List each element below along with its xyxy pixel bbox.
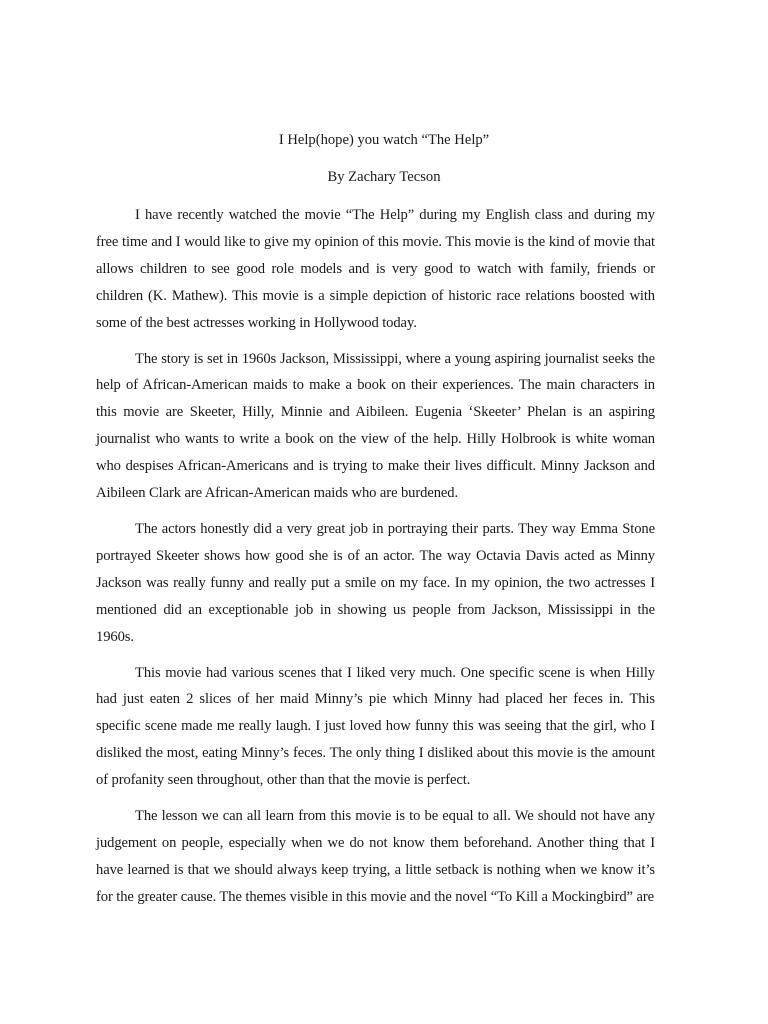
paragraph-1: I have recently watched the movie “The Help” during my English class and during my free time and I would like to give my opinion of this movie. This movie is the kind of movie that allows children to see good role models and is very good to watch with family, friends or children (K. Mathew). This movie is a simple depiction of historic race relations boosted with some of the best actresses working in Hollywood today. [96,207,655,331]
paragraph-3: The actors honestly did a very great job in portraying their parts. They way Emma Stone portrayed Skeeter shows how good she is of an actor. The way Octavia Davis acted as Minny Jackson was really funny and really put a smile on my face. In my opinion, the two actresses I mentioned did an exceptionable job in showing us people from Jackson, Mississippi in the 1960s. [96,520,655,645]
paragraph-2: The story is set in 1960s Jackson, Mississippi, where a young aspiring journalist seeks the help of African-American maids to make a book on their experiences. The main characters in this movie are Skeeter, Hilly, Minnie and Aibileen. Eugenia ‘Skeeter’ Phelan is an aspiring journalist who wants to write a book on the view of the help. Hilly Holbrook is white woman who despises African-Americans and is trying to make their lives difficult. Minny Jackson and Aibileen Clark are African-American maids who are burdened. [96,350,655,502]
document-author: By Zachary Tecson [327,169,441,185]
document-title: I Help(hope) you watch “The Help” [278,132,490,148]
document-body [96,202,655,920]
paragraph-5: The lesson we can all learn from this movie is to be equal to all. We should not have any judgement on people, especially when we do not know them beforehand. Another thing that I have learned is that we should always keep trying, a little setback is nothing when we know it’s for the greater cause. The themes visible in this movie and the novel “To Kill a Mockingbird” are [96,808,655,905]
paragraph-4: This movie had various scenes that I liked very much. One specific scene is when Hilly had just eaten 2 slices of her maid Minny’s pie which Minny had placed her feces in. This specific scene made me really laugh. I just loved how funny this was seeing that the girl, who I disliked the most, eating Minny’s feces. The only thing I disliked about this movie is the amount of profanity seen throughout, other than that the movie is perfect. [96,664,655,789]
